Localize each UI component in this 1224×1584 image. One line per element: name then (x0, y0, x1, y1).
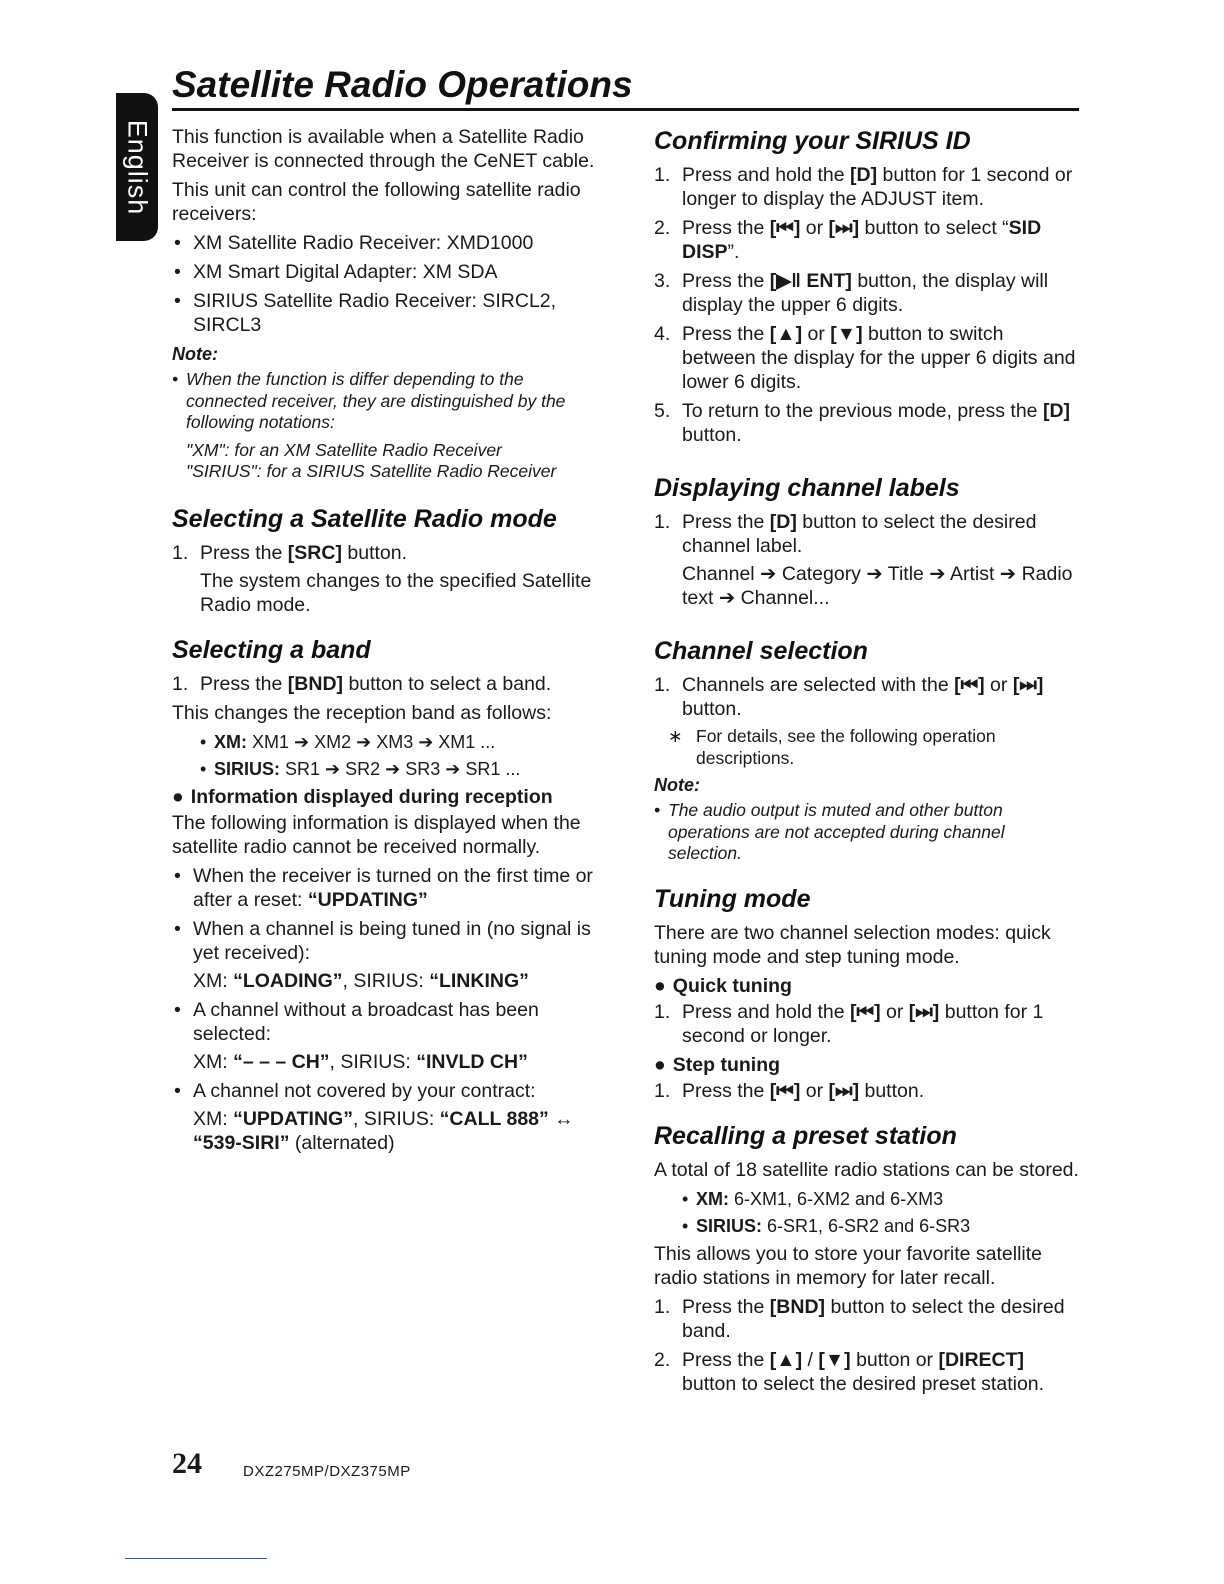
sid-disp-value: SID DISP (682, 217, 1042, 263)
note-sirius: "SIRIUS": for a SIRIUS Satellite Radio Receiver (186, 461, 557, 481)
step-text: or (802, 323, 831, 345)
xm-prefix: XM: (193, 1107, 234, 1130)
left-column (172, 125, 602, 1160)
info-item-2 (172, 917, 602, 993)
tuning-intro: There are two channel selection modes: quick tuning mode and step tuning mode. (654, 921, 1051, 968)
sirius-prefix: , SIRIUS: (352, 1107, 440, 1130)
step-text: or (800, 1079, 829, 1102)
info-text: A channel not covered by your contract: (193, 1079, 536, 1102)
selection-detail (654, 726, 1079, 769)
sirius-value-2: “539-SIRI” (193, 1131, 290, 1154)
labels-steps (654, 510, 1079, 610)
sirius-prefix: , SIRIUS: (342, 969, 430, 992)
step-step-1 (654, 1079, 1079, 1103)
step-text: Press the (682, 1079, 770, 1102)
step-number: 1. (172, 672, 189, 695)
step-number: 2. (654, 217, 671, 239)
info-value: “UPDATING” (307, 888, 428, 911)
xm-prefix: XM: (193, 1050, 234, 1073)
band-xm-sequence (200, 730, 602, 754)
step-text: or (984, 674, 1013, 696)
step-text: Press and hold the (682, 164, 851, 186)
step-text: button to select a band. (343, 672, 552, 695)
sid-heading: Confirming your SIRIUS ID (654, 127, 971, 155)
step-number: 1. (654, 164, 671, 186)
info-item-1 (172, 864, 602, 912)
alternated-note: (alternated) (289, 1131, 395, 1154)
labels-step-1 (654, 510, 1079, 610)
step-text: Channels are selected with the (682, 674, 955, 696)
next-track-icon: [⏭] (1012, 674, 1044, 696)
step-text: button. (682, 424, 742, 446)
title-rule (172, 108, 1079, 111)
step-number: 3. (654, 270, 671, 292)
prev-track-icon: [⏮] (769, 1079, 801, 1102)
info-values (193, 1050, 602, 1074)
sequence-text: SR1 ➔ SR2 ➔ SR3 ➔ SR1 ... (280, 758, 521, 779)
step-tuning-heading: ● Step tuning (654, 1053, 1079, 1077)
xm-value: “LOADING” (233, 969, 343, 992)
preset-steps (654, 1295, 1079, 1396)
step-text: button to select the desired preset station. (682, 1372, 1045, 1395)
quick-tuning-steps (654, 1000, 1079, 1048)
step-text: / (802, 1348, 819, 1371)
selection-heading: Channel selection (654, 637, 868, 665)
selection-note: • The audio output is muted and other button operations are not accepted during channel selection. (654, 800, 1079, 865)
info-list (172, 864, 602, 1155)
down-arrow-icon: [▼] (830, 323, 863, 345)
asterisk-icon: ∗ (668, 726, 683, 746)
next-track-icon: [⏭] (828, 217, 860, 239)
bnd-key: [BND] (769, 1295, 826, 1318)
receiver-item: • XM Satellite Radio Receiver: XMD1000 (172, 231, 602, 255)
step-text: button to switch between the display for the upper 6 digits and lower 6 digits. (682, 323, 1076, 393)
preset-values: 6-XM1, 6-XM2 and 6-XM3 (729, 1188, 944, 1209)
tuning-heading: Tuning mode (654, 884, 811, 913)
step-text: button for 1 second or longer. (682, 1000, 1044, 1047)
selection-step-1 (654, 673, 1079, 721)
sid-step-5 (654, 399, 1079, 447)
note-xm: "XM": for an XM Satellite Radio Receiver (186, 439, 502, 460)
labels-sequence: Channel ➔ Category ➔ Title ➔ Artist ➔ Radio text ➔ Channel... (682, 563, 1073, 609)
sid-steps (654, 163, 1079, 447)
info-values (193, 1107, 602, 1155)
prev-track-icon: [⏮] (850, 1000, 881, 1023)
sid-step-3 (654, 269, 1079, 317)
down-arrow-icon: [▼] (818, 1348, 851, 1371)
sid-step-1 (654, 163, 1079, 211)
sirius-label: SIRIUS: (696, 1215, 763, 1236)
step-text: button. (859, 1079, 925, 1102)
info-text: When the receiver is turned on the first time or after a reset: (193, 864, 593, 911)
labels-heading: Displaying channel labels (654, 474, 960, 502)
step-text: Press the (682, 270, 770, 292)
sirius-prefix: , SIRIUS: (329, 1050, 417, 1073)
xm-label: XM: (696, 1188, 729, 1209)
preset-xm (682, 1187, 1079, 1211)
note-label: Note: (172, 344, 218, 364)
step-text: Press the (682, 511, 770, 533)
step-text: Press the (682, 1348, 770, 1371)
preset-sirius (682, 1214, 1079, 1238)
step-number: 1. (172, 541, 189, 564)
next-track-icon: [⏭] (908, 1000, 940, 1023)
band-step-1 (172, 672, 602, 696)
step-number: 1. (654, 1079, 671, 1102)
bnd-key: [BND] (287, 672, 344, 695)
play-pause-ent-icon: [▶‖ ENT] (769, 270, 852, 292)
mode-step-1 (172, 541, 602, 617)
sirius-value: “INVLD CH” (416, 1050, 528, 1073)
step-text: button. (341, 541, 408, 564)
xm-value: “– – – CH” (233, 1050, 330, 1073)
band-changes: This changes the reception band as follows: (172, 701, 552, 724)
step-number: 1. (654, 1295, 671, 1318)
selection-note-label: Note: (654, 775, 700, 795)
info-heading: ● Information displayed during reception (172, 785, 602, 809)
up-arrow-icon: [▲] (769, 1348, 803, 1371)
d-key: [D] (769, 511, 797, 533)
mode-heading: Selecting a Satellite Radio mode (172, 504, 557, 533)
page-number: 24 (172, 1447, 202, 1480)
selection-steps (654, 673, 1079, 721)
next-track-icon: [⏭] (828, 1079, 860, 1102)
band-heading: Selecting a band (172, 635, 371, 664)
receiver-item: • XM Smart Digital Adapter: XM SDA (172, 260, 602, 284)
prev-track-icon: [⏮] (954, 674, 985, 696)
receiver-item: • SIRIUS Satellite Radio Receiver: SIRCL2, SIRCL3 (172, 289, 602, 337)
d-key: [D] (850, 164, 878, 186)
preset-list (654, 1187, 1079, 1238)
step-text: button or (850, 1348, 939, 1371)
preset-step-2 (654, 1348, 1079, 1396)
info-item-4 (172, 1079, 602, 1155)
xm-label: XM: (214, 731, 247, 752)
band-steps (172, 672, 602, 696)
sid-step-2 (654, 216, 1079, 264)
src-key: [SRC] (287, 541, 342, 564)
step-text: button, the display will display the upper 6 digits. (682, 270, 1049, 316)
sid-step-4 (654, 322, 1079, 394)
step-text: Press the (682, 217, 770, 239)
step-number: 1. (654, 1000, 671, 1023)
note-text: • When the function is differ depending to the connected receiver, they are distinguished by the following notations: (172, 369, 602, 434)
info-item-3 (172, 998, 602, 1074)
step-text: ”. (727, 241, 740, 263)
preset-step-1 (654, 1295, 1079, 1343)
quick-tuning-heading: ● Quick tuning (654, 974, 1079, 998)
page-title: Satellite Radio Operations (172, 64, 633, 105)
language-tab-label: English (122, 119, 153, 215)
mode-step-desc: The system changes to the specified Satellite Radio mode. (200, 569, 592, 616)
info-values (193, 969, 602, 993)
step-number: 1. (654, 674, 671, 696)
prev-track-icon: [⏮] (769, 217, 801, 239)
sirius-value: “LINKING” (429, 969, 529, 992)
sirius-label: SIRIUS: (214, 758, 281, 779)
mode-steps (172, 541, 602, 617)
step-text: Press and hold the (682, 1000, 851, 1023)
info-text: When a channel is being tuned in (no signal is yet received): (193, 917, 591, 964)
xm-prefix: XM: (193, 969, 234, 992)
step-text: Press the (682, 1295, 770, 1318)
step-text: button to select the desired channel label. (682, 511, 1037, 557)
alternate-arrow: ↔ (548, 1107, 574, 1130)
info-text: A channel without a broadcast has been selected: (193, 998, 539, 1045)
step-text: button to select “ (859, 217, 1009, 239)
step-text: Press the (200, 541, 288, 564)
preset-heading: Recalling a preset station (654, 1121, 957, 1150)
band-sequence-list (172, 730, 602, 781)
preset-intro: A total of 18 satellite radio stations can be stored. (654, 1158, 1079, 1181)
step-text: Press the (200, 672, 288, 695)
step-text: Press the (682, 323, 770, 345)
direct-key: [DIRECT] (938, 1348, 1025, 1371)
step-number: 1. (654, 511, 671, 533)
preset-values: 6-SR1, 6-SR2 and 6-SR3 (762, 1215, 971, 1236)
step-number: 5. (654, 400, 671, 422)
step-text: button for 1 second or longer to display the ADJUST item. (682, 164, 1073, 210)
step-text: To return to the previous mode, press the (682, 400, 1043, 422)
language-tab (116, 93, 158, 241)
band-sirius-sequence (200, 757, 602, 781)
bottom-rule (125, 1558, 267, 1559)
intro-paragraph-1: This function is available when a Satellite Radio Receiver is connected through the CeNET cable. (172, 126, 595, 172)
xm-value: “UPDATING” (233, 1107, 353, 1130)
step-text: button. (682, 698, 742, 720)
step-tuning-steps (654, 1079, 1079, 1103)
model-number: DXZ275MP/DXZ375MP (243, 1463, 411, 1480)
step-number: 4. (654, 323, 671, 345)
detail-text: For details, see the following operation descriptions. (696, 726, 996, 768)
step-text: or (800, 217, 829, 239)
step-text: or (880, 1000, 909, 1023)
intro-paragraph-2: This unit can control the following satellite radio receivers: (172, 179, 581, 225)
up-arrow-icon: [▲] (769, 323, 803, 345)
receiver-list (172, 231, 602, 337)
sequence-text: XM1 ➔ XM2 ➔ XM3 ➔ XM1 ... (247, 731, 496, 752)
sirius-value: “CALL 888” (439, 1107, 549, 1130)
step-number: 2. (654, 1348, 671, 1371)
right-column (654, 125, 1079, 1401)
info-intro: The following information is displayed when the satellite radio cannot be received normally. (172, 811, 581, 858)
quick-step-1 (654, 1000, 1079, 1048)
preset-desc: This allows you to store your favorite satellite radio stations in memory for later recall. (654, 1242, 1043, 1289)
d-key: [D] (1042, 400, 1071, 422)
step-text: button to select the desired band. (682, 1295, 1065, 1342)
